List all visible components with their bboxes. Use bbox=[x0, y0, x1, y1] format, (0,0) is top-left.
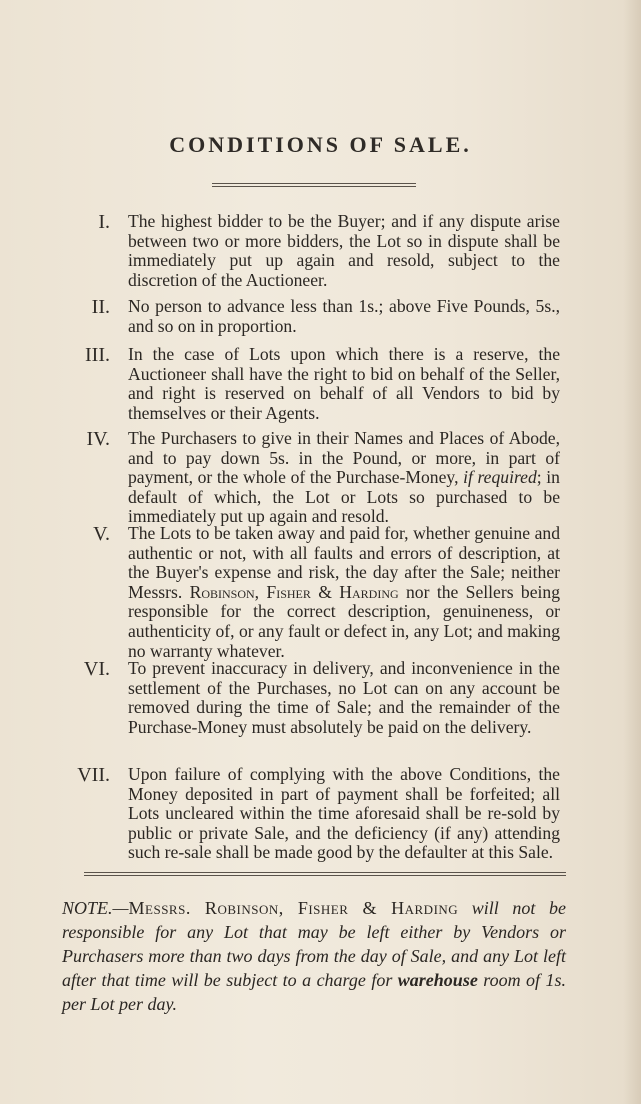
note-heading: NOTE.— bbox=[62, 898, 129, 918]
note-body-emph: warehouse bbox=[397, 970, 478, 990]
condition-number: V. bbox=[93, 523, 110, 545]
condition-text-italic: if required bbox=[463, 467, 537, 488]
condition-number: VII. bbox=[77, 764, 110, 786]
note-body: room of 1s. per Lot per day. bbox=[62, 970, 567, 1014]
page-edge-shadow bbox=[623, 0, 641, 1104]
condition-text: To prevent inaccuracy in delivery, and inconvenience in the settlement of the Purchases, no Lot can on any account be removed during the time of Sale; and the remainder of the Purchase-Money must absolutely be paid on the delivery. bbox=[128, 658, 560, 737]
title-rule bbox=[212, 183, 416, 189]
condition-text bbox=[128, 429, 560, 527]
condition-number: IV. bbox=[86, 428, 110, 450]
condition-number: III. bbox=[85, 344, 110, 366]
note-body: will not be responsible for any Lot that may be left either by Vendors or Purchasers more than two days from the day of Sale, and any Lot left after that time will be subject to a charge for bbox=[62, 898, 566, 990]
condition-text bbox=[128, 524, 560, 661]
note-firm-names: Messrs. Robinson, Fisher & Harding bbox=[128, 898, 459, 918]
condition-number: VI. bbox=[83, 658, 110, 680]
condition-text-part: The Purchasers to give in their Names and Places of Abode, and to pay down 5s. in the Pound, or more, in part of payment, or the whole of the Purchase-Money, bbox=[128, 428, 560, 488]
firm-names: Robinson, Fisher & Harding bbox=[189, 581, 399, 602]
condition-number: II. bbox=[91, 296, 110, 318]
page-title: CONDITIONS OF SALE. bbox=[169, 132, 472, 157]
condition-text: In the case of Lots upon which there is a reserve, the Auctioneer shall have the right to bid on behalf of the Seller, and right is reserved on behalf of all Vendors to bid by themselves or their Agents. bbox=[128, 344, 560, 423]
condition-text: The highest bidder to be the Buyer; and if any dispute arise between two or more bidders, the Lot so in dispute shall be immediately put up again and resold, subject to the discretion of the Auctioneer. bbox=[128, 211, 560, 290]
condition-text: No person to advance less than 1s.; above Five Pounds, 5s., and so on in proportion. bbox=[128, 296, 560, 336]
section-rule bbox=[84, 872, 566, 878]
note-paragraph bbox=[62, 896, 566, 1016]
condition-text-part: The Lots to be taken away and paid for, whether genuine and authentic or not, with all faults and errors of description, at the Buyer's expense and risk, the day after the Sale; neither Messrs. bbox=[128, 523, 560, 602]
condition-text-part: ; in default of which, the Lot or Lots so purchased to be immediately put up again and resold. bbox=[128, 467, 560, 527]
condition-text: Upon failure of complying with the above Conditions, the Money deposited in part of payment shall be forfeited; all Lots uncleared within the time aforesaid shall be re-sold by public or private Sale, and the deficiency (if any) attending such re-sale shall be made good by the defaulter at this Sale. bbox=[128, 764, 560, 863]
condition-number: I. bbox=[98, 211, 110, 233]
condition-text-part: nor the Sellers being responsible for the correct description, genuineness, or authenticity of, or any fault or defect in, any Lot; and making no warranty whatever. bbox=[128, 581, 560, 661]
